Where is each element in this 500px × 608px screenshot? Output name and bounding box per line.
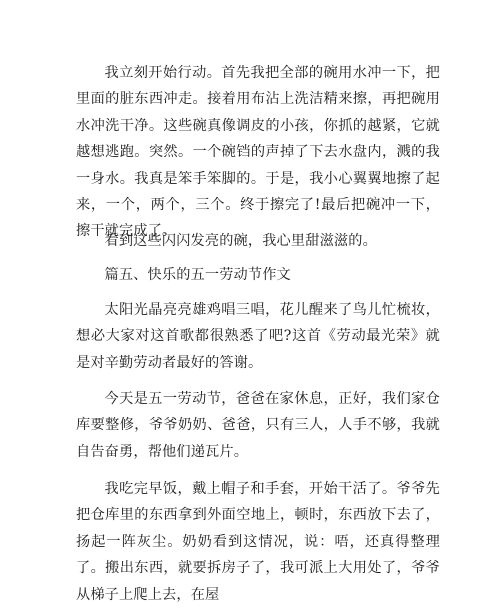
paragraph-shiny-bowls: 看到这些闪闪发亮的碗，我心里甜滋滋的。: [104, 233, 377, 249]
paragraph-dishwashing: 我立刻开始行动。首先我把全部的碗用水冲一下，把里面的脏东西冲走。接着用布沾上洗洁精来擦，再把碗用水冲洗干净。这些碗真像调皮的小孩，你抓的越紧，它就越想逃跑。突然。一个碗铛的声掉了下去水盘内，溅的我一身水。我真是笨手笨脚的。于是，我小心翼翼地擦了起来，一个，两个，三个。终于擦完了!最后把碗冲一下，擦干就完成了。: [76, 65, 440, 240]
section-heading: 篇五、快乐的五一劳动节作文: [104, 267, 291, 283]
paragraph-labor-day: 今天是五一劳动节，爸爸在家休息，正好，我们家仓库要整修，爷爷奶奶、爸爸，只有三人，人手不够，我就自告奋勇，帮他们递瓦片。: [76, 391, 440, 460]
paragraph-labor-song: 太阳光晶亮亮雄鸡唱三唱，花儿醒来了鸟儿忙梳妆，想必大家对这首歌都很熟悉了吧?这首《劳动最光荣》就是对辛勤劳动者最好的答谢。: [76, 302, 440, 371]
paragraph-breakfast-work: 我吃完早饭，戴上帽子和手套，开始干活了。爷爷先把仓库里的东西拿到外面空地上，顿时，东西放下去了，扬起一阵灰尘。奶奶看到这情况，说：唔，还真得整理了。搬出东西，就要拆房子了，我可派上大用处了，爷爷从梯子上爬上去，在屋: [76, 481, 440, 603]
